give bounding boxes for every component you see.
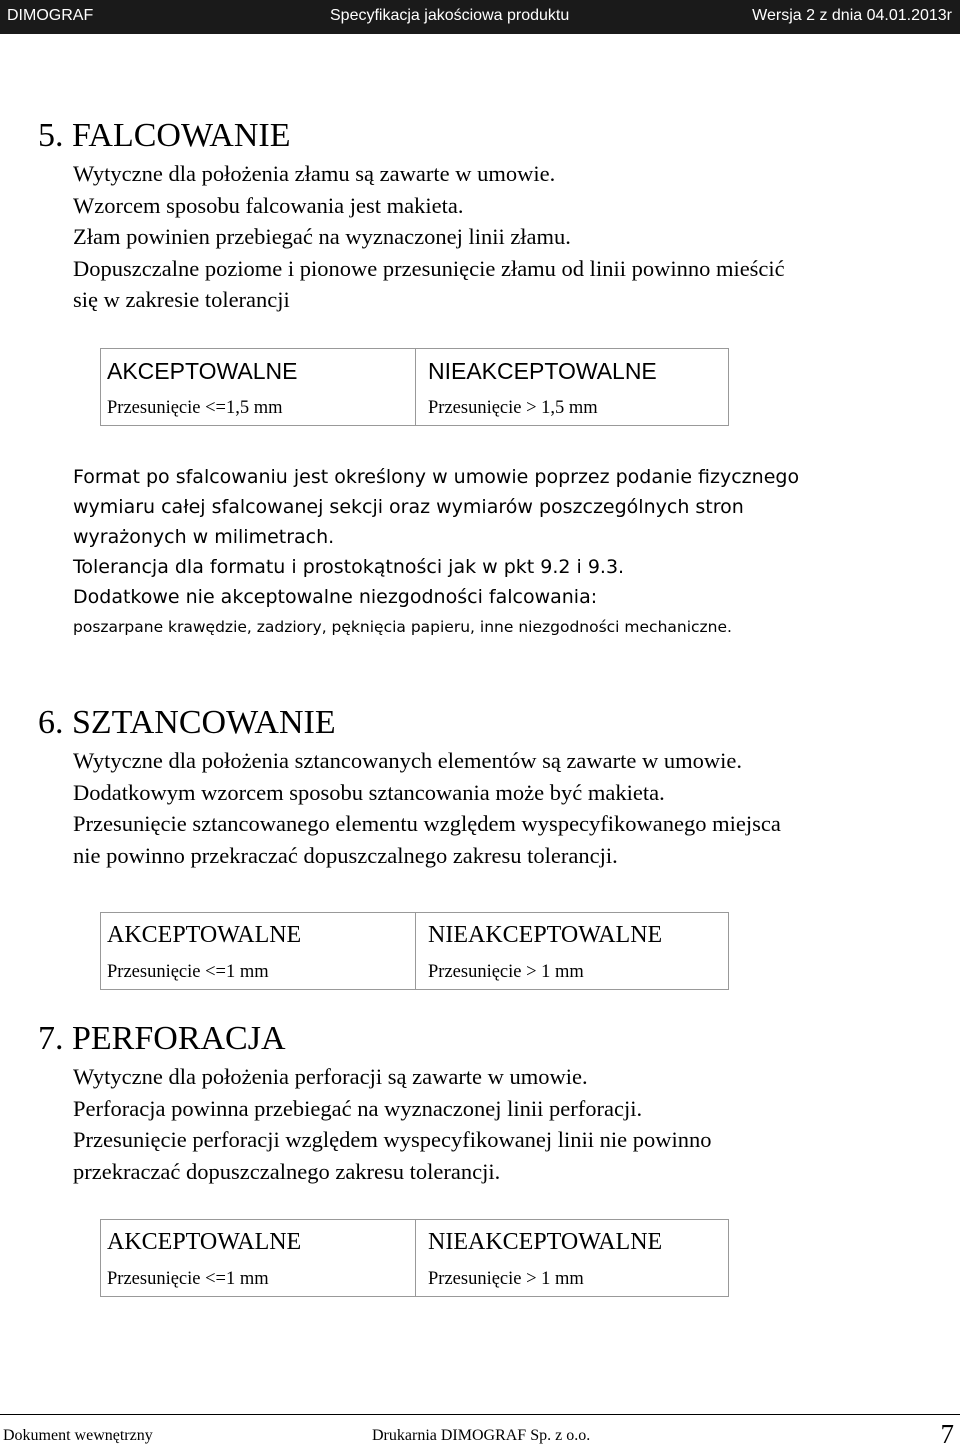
acceptable-value: Przesunięcie <=1 mm: [107, 962, 269, 982]
acceptable-header: AKCEPTOWALNE: [107, 358, 298, 384]
unacceptable-header: NIEAKCEPTOWALNE: [428, 1229, 663, 1255]
acceptable-header: AKCEPTOWALNE: [107, 1229, 302, 1255]
section-title-perforacja: 7. PERFORACJA: [38, 1020, 286, 1057]
page-header: [0, 0, 960, 34]
tolerance-table-falcowanie: [100, 348, 729, 426]
text-line: Wzorcem sposobu falcowania jest makieta.: [73, 192, 464, 218]
header-document-title: Specyfikacja jakościowa produktu: [330, 7, 570, 24]
header-version: Wersja 2 z dnia 04.01.2013r: [752, 7, 952, 24]
sztancowanie-paragraph: [73, 745, 781, 871]
section-title-sztancowanie: 6. SZTANCOWANIE: [38, 704, 336, 741]
table-divider: [415, 913, 416, 989]
text-line: Wytyczne dla położenia sztancowanych elementów są zawarte w umowie.: [73, 748, 742, 773]
text-line: Format po sfalcowaniu jest określony w umowie poprzez podanie fizycznego: [73, 466, 800, 488]
text-line: nie powinno przekraczać dopuszczalnego zakresu tolerancji.: [73, 842, 618, 868]
table-divider: [415, 349, 416, 425]
text-line: Dodatkowym wzorcem sposobu sztancowania może być makieta.: [73, 779, 665, 805]
unacceptable-value: Przesunięcie > 1,5 mm: [428, 398, 598, 418]
tolerance-table-sztancowanie: [100, 912, 729, 990]
text-line: Wytyczne dla położenia złamu są zawarte w umowie.: [73, 161, 556, 186]
tolerance-table-perforacja: [100, 1219, 729, 1297]
unacceptable-header: NIEAKCEPTOWALNE: [428, 922, 663, 948]
text-line: się w zakresie tolerancji: [73, 287, 290, 312]
perforacja-paragraph: [73, 1061, 712, 1187]
text-line: poszarpane krawędzie, zadziory, pęknięcia papieru, inne niezgodności mechaniczne.: [73, 618, 732, 636]
text-line: Przesunięcie perforacji względem wyspecyfikowanej linii nie powinno: [73, 1127, 712, 1152]
footer-company: Drukarnia DIMOGRAF Sp. z o.o.: [372, 1427, 591, 1444]
page-footer: [0, 1414, 960, 1448]
text-line: Tolerancja dla formatu i prostokątności jak w pkt 9.2 i 9.3.: [73, 556, 625, 578]
section-title-falcowanie: 5. FALCOWANIE: [38, 117, 291, 154]
acceptable-value: Przesunięcie <=1,5 mm: [107, 398, 283, 418]
text-line: Dodatkowe nie akceptowalne niezgodności falcowania:: [73, 586, 598, 608]
text-line: wymiaru całej sfalcowanej sekcji oraz wymiarów poszczególnych stron: [73, 496, 744, 518]
acceptable-value: Przesunięcie <=1 mm: [107, 1269, 269, 1289]
page-number: 7: [940, 1419, 954, 1449]
unacceptable-value: Przesunięcie > 1 mm: [428, 962, 584, 982]
text-line: Przesunięcie sztancowanego elementu względem wyspecyfikowanego miejsca: [73, 811, 781, 836]
text-line: Perforacja powinna przebiegać na wyznaczonej linii perforacji.: [73, 1095, 643, 1121]
table-divider: [415, 1220, 416, 1296]
acceptable-header: AKCEPTOWALNE: [107, 922, 302, 948]
unacceptable-value: Przesunięcie > 1 mm: [428, 1269, 584, 1289]
text-line: wyrażonych w milimetrach.: [73, 526, 335, 548]
text-line: przekraczać dopuszczalnego zakresu tolerancji.: [73, 1158, 501, 1184]
text-line: Złam powinien przebiegać na wyznaczonej linii złamu.: [73, 224, 571, 249]
falcowanie-paragraph-2: [73, 462, 799, 642]
text-line: Wytyczne dla położenia perforacji są zawarte w umowie.: [73, 1064, 588, 1089]
footer-document-type: Dokument wewnętrzny: [3, 1427, 153, 1444]
text-line: Dopuszczalne poziome i pionowe przesunięcie złamu od linii powinno mieścić: [73, 255, 785, 281]
falcowanie-paragraph-1: [73, 158, 785, 316]
header-company: DIMOGRAF: [7, 7, 94, 24]
unacceptable-header: NIEAKCEPTOWALNE: [428, 358, 657, 384]
